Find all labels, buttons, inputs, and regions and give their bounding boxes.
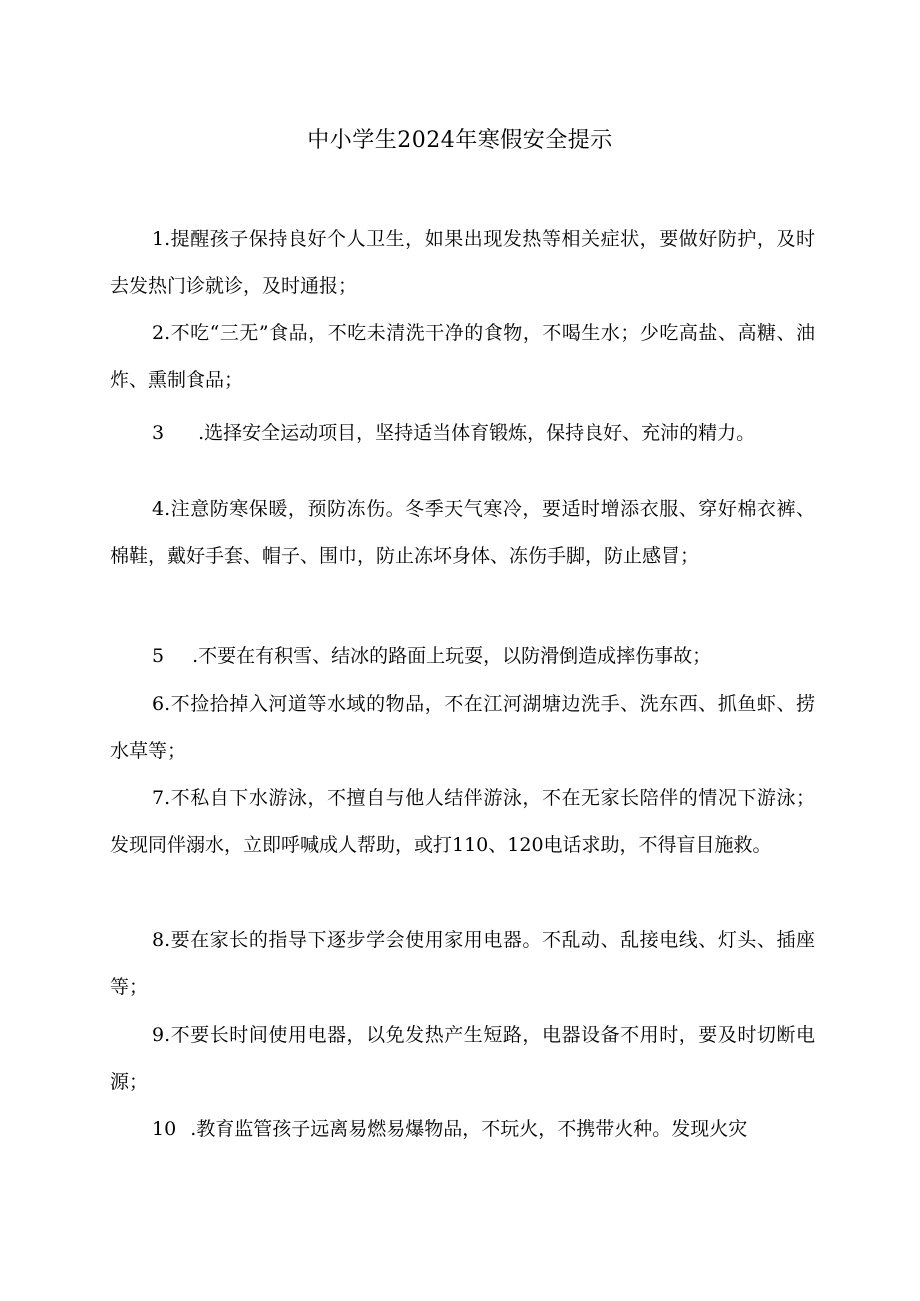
- item-number: 9: [152, 1024, 165, 1046]
- item-text: 不吃“三无”食品，不吃未清洗干净的食物，不喝生水；少吃高盐、高糖、油炸、熏制食品；: [110, 322, 815, 391]
- item-text: 不私自下水游泳，不擅自与他人结伴游泳，不在无家长陪伴的情况下游泳；发现同伴溺水，立即呼喊成人帮助，或打110、120电话求助，不得盲目施救。: [110, 787, 815, 856]
- list-item: [110, 1012, 815, 1106]
- list-item: [110, 917, 815, 1011]
- item-text: 教育监管孩子远离易燃易爆物品，不玩火，不携带火种。发现火灾: [196, 1118, 748, 1140]
- item-text: 不捡拾掉入河道等水域的物品，不在江河湖塘边洗手、洗东西、抓鱼虾、捞水草等；: [110, 693, 815, 762]
- item-number: 5: [152, 645, 165, 667]
- item-number: 7: [152, 787, 165, 809]
- item-text: 不要长时间使用电器，以免发热产生短路，电器设备不用时，要及时切断电源；: [110, 1024, 815, 1093]
- item-number: 3: [152, 422, 165, 444]
- item-text: 注意防寒保暖，预防冻伤。冬季天气寒冷，要适时增添衣服、穿好棉衣裤、棉鞋，戴好手套、帽子、围巾，防止冻坏身体、冻伤手脚，防止感冒；: [110, 498, 815, 567]
- item-separator: .: [164, 322, 171, 344]
- page-title: 中小学生2024年寒假安全提示: [307, 128, 613, 153]
- list-item: [110, 310, 815, 404]
- list-item: [110, 410, 815, 457]
- item-separator: .: [164, 693, 171, 715]
- item-text: 不要在有积雪、结冰的路面上玩耍，以防滑倒造成摔伤事故；: [198, 645, 712, 667]
- item-number: 2: [152, 322, 165, 344]
- item-separator: .: [164, 787, 171, 809]
- item-number: 8: [152, 929, 165, 951]
- item-separator: .: [190, 1118, 197, 1140]
- list-item: [110, 486, 815, 580]
- item-separator: .: [164, 929, 171, 951]
- item-separator: .: [198, 422, 205, 444]
- item-text: 选择安全运动项目，坚持适当体育锻炼，保持良好、充沛的精力。: [204, 422, 756, 444]
- list-item: [110, 1106, 815, 1153]
- list-item: [110, 216, 815, 310]
- list-item: [110, 681, 815, 775]
- item-text: 提醒孩子保持良好个人卫生，如果出现发热等相关症状，要做好防护，及时去发热门诊就诊，及时通报；: [110, 228, 815, 297]
- item-separator: .: [164, 1024, 171, 1046]
- item-separator: .: [192, 645, 199, 667]
- list-item: [110, 633, 815, 680]
- list-item: [110, 775, 815, 869]
- item-number: 6: [152, 693, 165, 715]
- item-number: 1: [152, 228, 165, 250]
- item-number: 4: [152, 498, 165, 520]
- item-number: 10: [152, 1118, 177, 1140]
- item-separator: .: [164, 228, 171, 250]
- item-separator: .: [164, 498, 171, 520]
- item-text: 要在家长的指导下逐步学会使用家用电器。不乱动、乱接电线、灯头、插座等；: [110, 929, 815, 998]
